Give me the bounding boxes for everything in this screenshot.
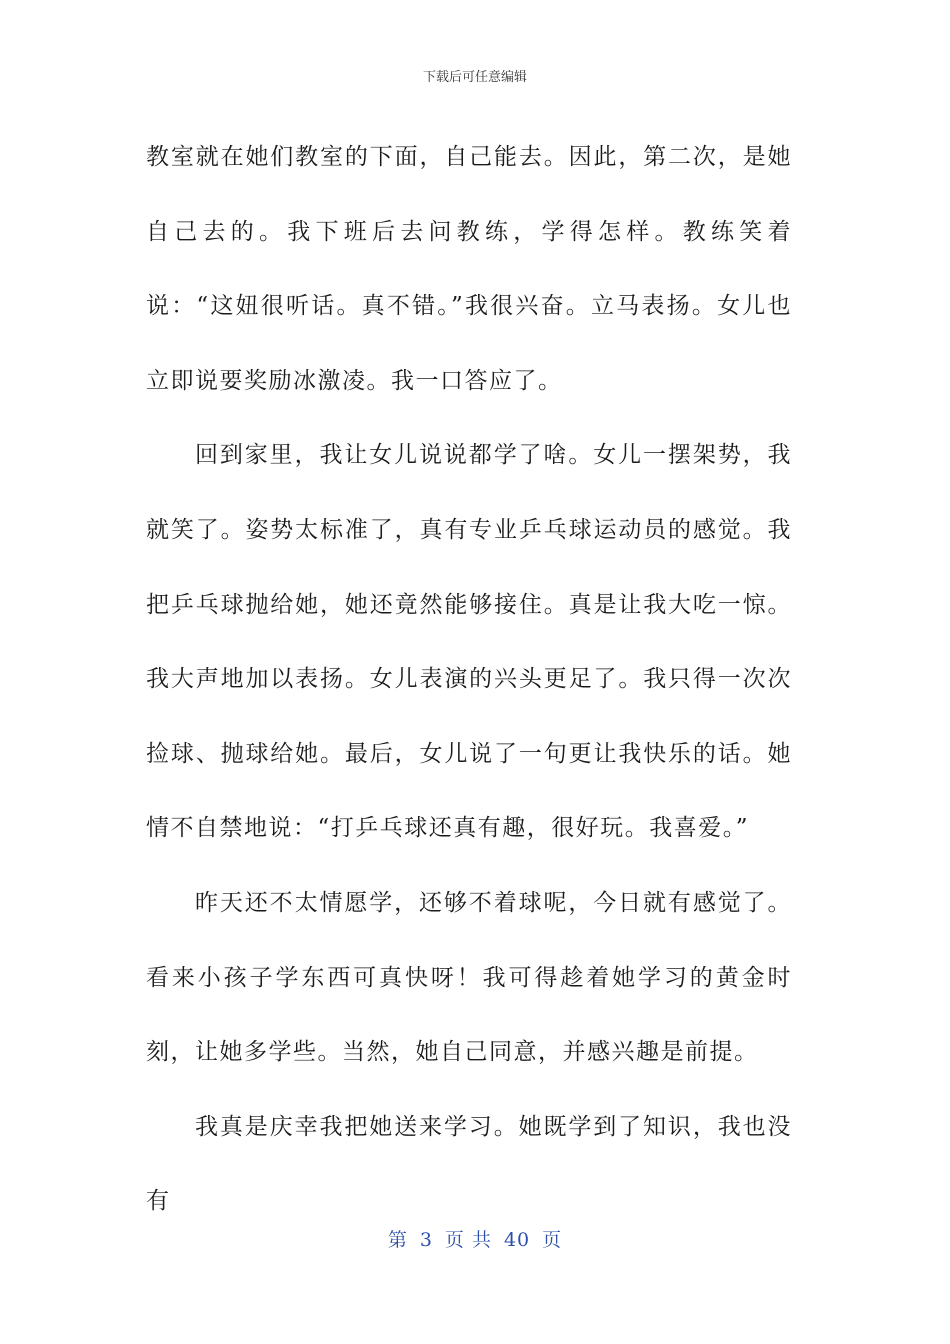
page-footer [0,1225,950,1252]
paragraph-4: 我真是庆幸我把她送来学习。她既学到了知识，我也没有 [146,1113,792,1215]
page-header: 下载后可任意编辑 [422,70,527,85]
footer-suffix: 页 [542,1229,563,1251]
paragraph-2: 回到家里，我让女儿说说都学了啥。女儿一摆架势，我就笑了。姿势太标准了，真有专业乒乓球运动员的感觉。我把乒乓球抛给她，她还竟然能够接住。真是让我大吃一惊。我大声地加以表扬。女儿表演的兴头更足了。我只得一次次捡球、抛球给她。最后，女儿说了一句更让我快乐的话。她情不自禁地说：“打乒乓球还真有趣，很好玩。我喜爱。” [146,442,792,842]
footer-total-pages: 40 [503,1229,531,1251]
footer-current-page: 3 [419,1229,433,1251]
document-body [146,120,792,1239]
footer-prefix: 第 [387,1229,408,1251]
footer-middle: 页 共 [444,1229,492,1251]
paragraph-1: 教室就在她们教室的下面，自己能去。因此，第二次，是她自己去的。我下班后去问教练，学得怎样。教练笑着说：“这妞很听话。真不错。”我很兴奋。立马表扬。女儿也立即说要奖励冰激凌。我一口答应了。 [146,144,792,394]
paragraph-3: 昨天还不太情愿学，还够不着球呢，今日就有感觉了。看来小孩子学东西可真快呀！我可得趁着她学习的黄金时刻，让她多学些。当然，她自己同意，并感兴趣是前提。 [146,889,792,1066]
